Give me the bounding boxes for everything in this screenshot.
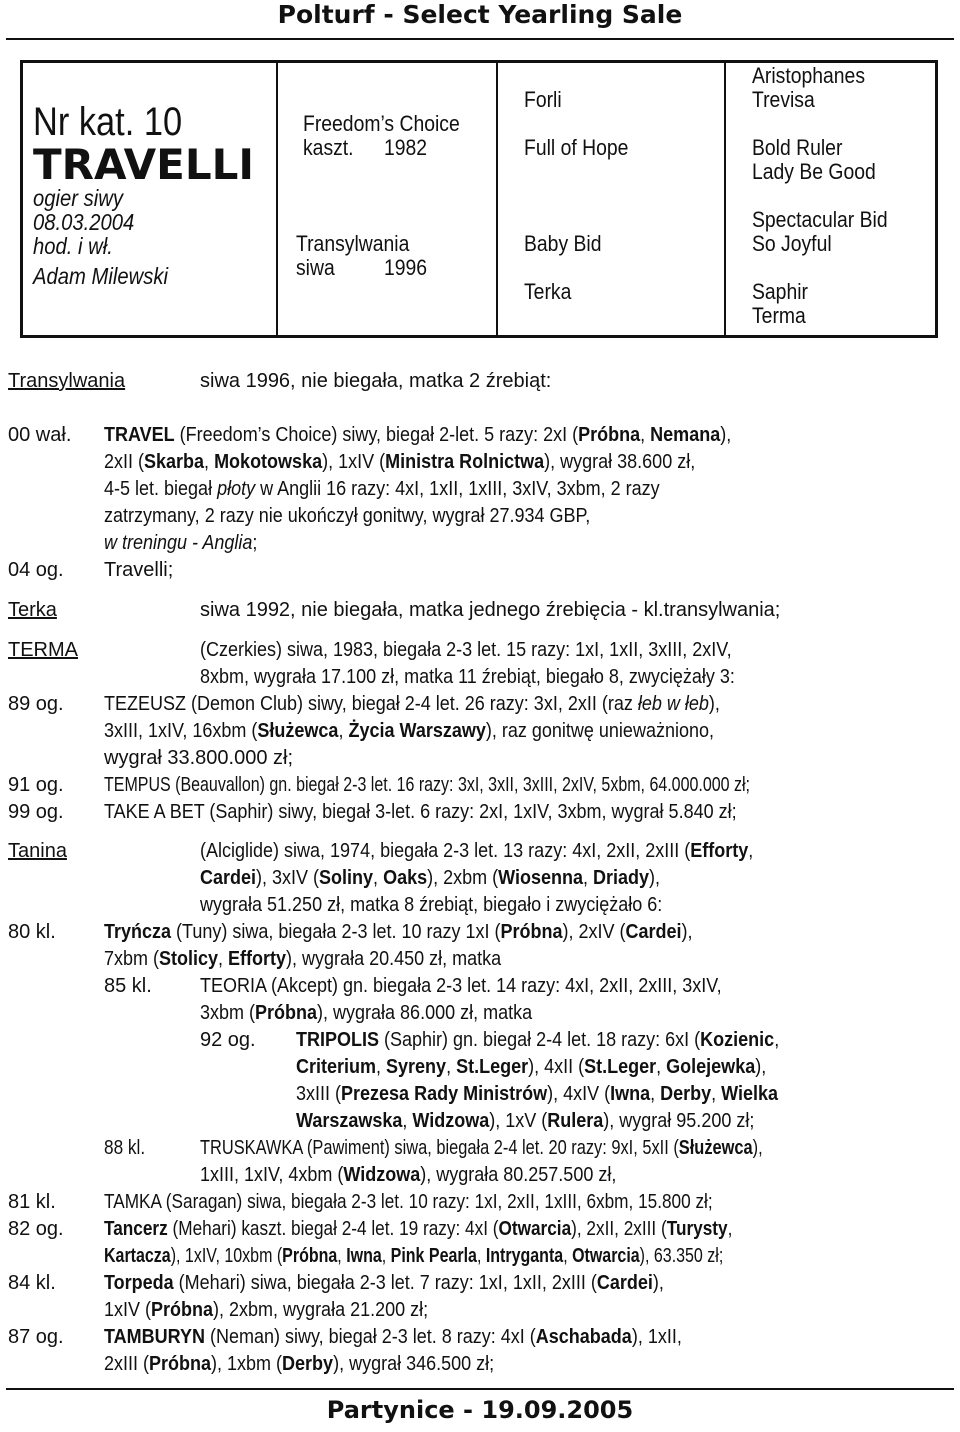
entry-text: 2xII (Skarba, Mokotowska), 1xIV (Ministra Rolnictwa), wygrał 38.600 zł, [104, 451, 696, 473]
horse-dob: 08.03.2004 [33, 209, 135, 235]
catalog-number: Nr kat. 10 [33, 100, 183, 144]
entry-year: 99 og. [8, 801, 64, 823]
entry-text: 3xbm (Próbna), wygrała 86.000 zł, matka [200, 1002, 533, 1024]
entry-year: 91 og. [8, 774, 64, 796]
entry-text: w treningu - Anglia; [104, 532, 258, 554]
great-granddam-summary: 8xbm, wygrała 17.100 zł, matka 11 źrebiąt, biegało 8, zwyciężały 3: [200, 666, 735, 688]
entry-year: 84 kl. [8, 1272, 56, 1294]
entry-text: Warszawska, Widzowa), 1xV (Rulera), wygrał 95.200 zł; [296, 1110, 755, 1132]
entry-text: TAMKA (Saragan) siwa, biegała 2-3 let. 10 razy: 1xI, 2xII, 1xIII, 6xbm, 15.800 zł; [104, 1191, 713, 1213]
pedigree-divider-2 [496, 60, 498, 338]
entry-text: 4-5 let. biegał płoty w Anglii 16 razy: 4xI, 1xII, 1xIII, 3xIV, 3xbm, 2 razy [104, 478, 660, 500]
gen3-2: Trevisa [752, 87, 815, 112]
pedigree-divider-1 [276, 60, 278, 338]
entry-text: 7xbm (Stolicy, Efforty), wygrała 20.450 zł, matka [104, 948, 502, 970]
gen2-sire-sire: Forli [524, 87, 562, 112]
pedigree-divider-3 [724, 60, 726, 338]
header-divider [6, 38, 954, 40]
entry-text: 3xIII (Prezesa Rady Ministrów), 4xIV (Iwna, Derby, Wielka [296, 1083, 779, 1105]
entry-text: TRUSKAWKA (Pawiment) siwa, biegała 2-4 let. 20 razy: 9xI, 5xII (Służewca), [200, 1137, 763, 1159]
dam-heading: Transylwania [8, 370, 126, 392]
gen3-7: Saphir [752, 279, 808, 304]
line-dam-heading: Tanina [8, 840, 67, 862]
line-dam-summary: Cardei), 3xIV (Soliny, Oaks), 2xbm (Wiosenna, Driady), [200, 867, 661, 889]
entry-text: zatrzymany, 2 razy nie ukończył gonitwy, wygrał 27.934 GBP, [104, 505, 591, 527]
horse-sex-color: ogier siwy [33, 185, 123, 211]
entry-text: TEZEUSZ (Demon Club) siwy, biegał 2-4 let. 26 razy: 3xI, 2xII (raz łeb w łeb), [104, 693, 720, 715]
granddam-summary: siwa 1992, nie biegała, matka jednego źrebięcia - kl.transylwania; [200, 599, 781, 621]
entry-year: 87 og. [8, 1326, 64, 1348]
gen3-5: Spectacular Bid [752, 207, 888, 232]
entry-text: Travelli; [104, 559, 174, 581]
entry-year: 85 kl. [104, 975, 152, 997]
line-dam-summary: wygrała 51.250 zł, matka 8 źrebiąt, biegało i zwyciężało 6: [200, 894, 663, 916]
dam-year: 1996 [384, 255, 428, 280]
entry-text: Kartacza), 1xIV, 10xbm (Próbna, Iwna, Pink Pearla, Intryganta, Otwarcia), 63.350 zł; [104, 1245, 724, 1267]
entry-year: 80 kl. [8, 921, 56, 943]
gen2-sire-dam: Full of Hope [524, 135, 629, 160]
gen3-1: Aristophanes [752, 63, 866, 88]
entry-year: 04 og. [8, 559, 64, 581]
sire-year: 1982 [384, 135, 428, 160]
sire-color: kaszt. [303, 135, 354, 160]
entry-text: 1xIV (Próbna), 2xbm, wygrała 21.200 zł; [104, 1299, 429, 1321]
granddam-heading: Terka [8, 599, 57, 621]
gen2-dam-sire: Baby Bid [524, 231, 602, 256]
entry-year: 92 og. [200, 1029, 256, 1051]
line-dam-summary: (Alciglide) siwa, 1974, biegała 2-3 let. 13 razy: 4xI, 2xII, 2xIII (Efforty, [200, 840, 754, 862]
footer-divider [6, 1388, 954, 1390]
entry-text: Torpeda (Mehari) siwa, biegała 2-3 let. 7 razy: 1xI, 1xII, 2xIII (Cardei), [104, 1272, 664, 1294]
horse-name: TRAVELLI [33, 140, 254, 189]
entry-text: wygrał 33.800.000 zł; [104, 747, 294, 769]
entry-text: 2xIII (Próbna), 1xbm (Derby), wygrał 346.500 zł; [104, 1353, 495, 1375]
gen3-3: Bold Ruler [752, 135, 843, 160]
great-granddam-summary: (Czerkies) siwa, 1983, biegała 2-3 let. 15 razy: 1xI, 1xII, 3xIII, 2xIV, [200, 639, 732, 661]
entry-text: TRAVEL (Freedom’s Choice) siwy, biegał 2-let. 5 razy: 2xI (Próbna, Nemana), [104, 424, 732, 446]
sire-name: Freedom’s Choice [303, 111, 460, 136]
entry-text: Criterium, Syreny, St.Leger), 4xII (St.Leger, Golejewka), [296, 1056, 767, 1078]
gen2-dam-dam: Terka [524, 279, 572, 304]
dam-summary: siwa 1996, nie biegała, matka 2 źrebiąt: [200, 370, 552, 392]
entry-text: TEORIA (Akcept) gn. biegała 2-3 let. 14 razy: 4xI, 2xII, 2xIII, 3xIV, [200, 975, 722, 997]
entry-year: 81 kl. [8, 1191, 56, 1213]
breeder-name: Adam Milewski [33, 263, 168, 289]
entry-text: 3xIII, 1xIV, 16xbm (Służewca, Życia Warszawy), raz gonitwę unieważniono, [104, 720, 715, 742]
gen3-8: Terma [752, 303, 806, 328]
entry-year: 88 kl. [104, 1137, 146, 1159]
entry-year: 89 og. [8, 693, 64, 715]
dam-color: siwa [296, 255, 335, 280]
entry-year: 00 wał. [8, 424, 72, 446]
entry-year: 82 og. [8, 1218, 64, 1240]
breeder-label: hod. i wł. [33, 233, 113, 259]
entry-text: 1xIII, 1xIV, 4xbm (Widzowa), wygrała 80.257.500 zł, [200, 1164, 617, 1186]
entry-text: TEMPUS (Beauvallon) gn. biegał 2-3 let. 16 razy: 3xI, 3xII, 3xIII, 2xIV, 5xbm, 64.000.000 zł; [104, 774, 750, 796]
page-title: Polturf - Select Yearling Sale [277, 0, 683, 29]
entry-text: TRIPOLIS (Saphir) gn. biegał 2-4 let. 18 razy: 6xI (Kozienic, [296, 1029, 780, 1051]
gen3-4: Lady Be Good [752, 159, 876, 184]
entry-text: TAMBURYN (Neman) siwy, biegał 2-3 let. 8 razy: 4xI (Aschabada), 1xII, [104, 1326, 682, 1348]
entry-text: TAKE A BET (Saphir) siwy, biegał 3-let. 6 razy: 2xI, 1xIV, 3xbm, wygrał 5.840 zł; [104, 801, 737, 823]
gen3-6: So Joyful [752, 231, 832, 256]
entry-text: Tancerz (Mehari) kaszt. biegał 2-4 let. 19 razy: 4xI (Otwarcia), 2xII, 2xIII (Turysty, [104, 1218, 733, 1240]
dam-name: Transylwania [296, 231, 410, 256]
entry-text: Tryńcza (Tuny) siwa, biegała 2-3 let. 10 razy 1xI (Próbna), 2xIV (Cardei), [104, 921, 693, 943]
great-granddam-heading: TERMA [8, 639, 78, 661]
page-footer: Partynice - 19.09.2005 [326, 1396, 634, 1424]
